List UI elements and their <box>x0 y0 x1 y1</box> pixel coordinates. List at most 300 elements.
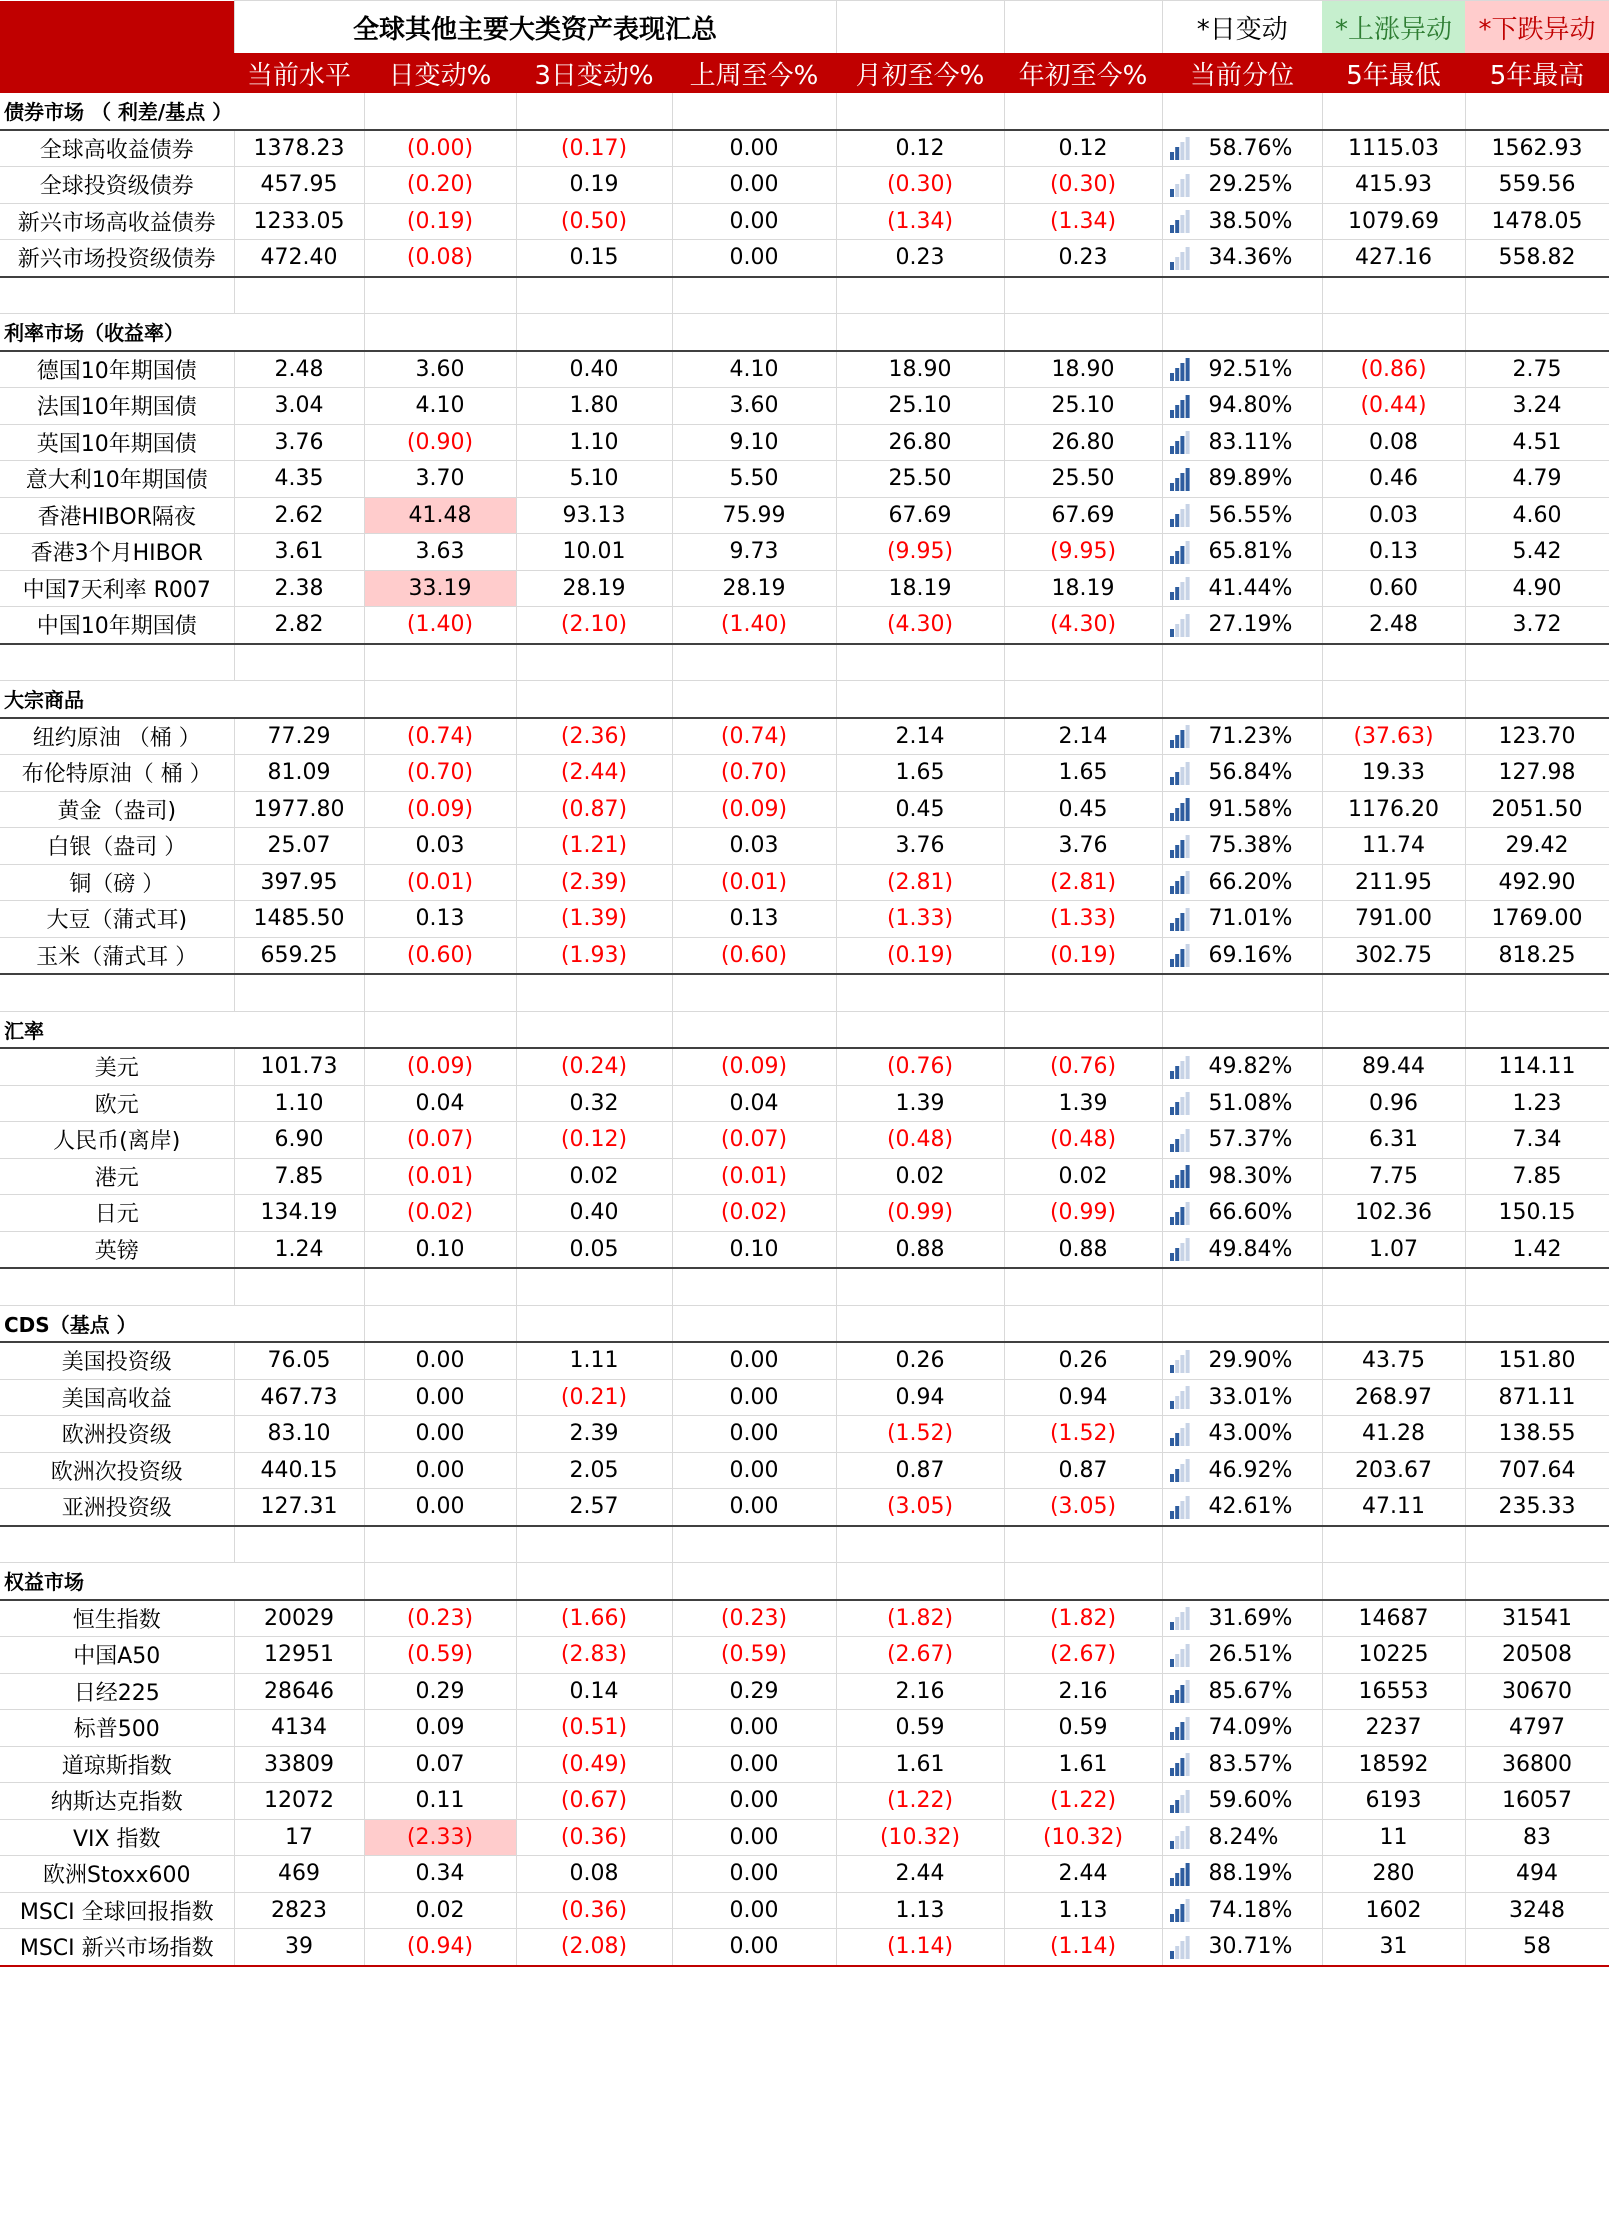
value-cell: (1.82) <box>1004 1600 1162 1637</box>
percentile-bars-icon <box>1169 394 1191 418</box>
percentile-bar <box>1175 405 1179 418</box>
table-row <box>0 1195 1609 1232</box>
percentile-bar <box>1170 1841 1174 1849</box>
value-cell: 2.62 <box>234 497 364 534</box>
table-row <box>0 497 1609 534</box>
percentile-bar <box>1180 949 1184 967</box>
blank-cell <box>234 93 364 130</box>
row-label: 全球高收益债券 <box>0 130 234 167</box>
percentile-value: 71.23% <box>1208 723 1293 749</box>
blank-cell <box>234 314 364 351</box>
percentile-bar <box>1170 1474 1174 1482</box>
spacer-row <box>0 277 1609 314</box>
value-cell: (37.63) <box>1322 718 1465 755</box>
value-cell: 28.19 <box>516 570 672 607</box>
blank-cell <box>1004 974 1162 1011</box>
percentile-value: 57.37% <box>1208 1127 1293 1153</box>
blank-cell <box>1162 974 1322 1011</box>
blank-cell <box>836 1 1004 54</box>
value-cell: 1.61 <box>1004 1746 1162 1783</box>
value-cell: 0.40 <box>516 351 672 388</box>
value-cell: 0.10 <box>672 1231 836 1268</box>
blank-cell <box>836 1526 1004 1563</box>
value-cell: 16553 <box>1322 1673 1465 1710</box>
value-cell: 302.75 <box>1322 937 1465 974</box>
blank-cell <box>0 277 234 314</box>
row-label: 黄金（盎司) <box>0 791 234 828</box>
blank-cell <box>234 1526 364 1563</box>
value-cell: (0.08) <box>364 240 516 277</box>
value-cell: 0.03 <box>672 828 836 865</box>
percentile-cell <box>1162 497 1322 534</box>
percentile-bar <box>1170 850 1174 858</box>
value-cell: 0.19 <box>516 167 672 204</box>
column-header-row <box>0 53 1609 93</box>
value-cell: (0.21) <box>516 1379 672 1416</box>
value-cell: 472.40 <box>234 240 364 277</box>
value-cell: 0.96 <box>1322 1085 1465 1122</box>
percentile-bar <box>1175 1248 1179 1261</box>
value-cell: (2.81) <box>836 864 1004 901</box>
blank-cell <box>516 1526 672 1563</box>
value-cell: 0.87 <box>836 1452 1004 1489</box>
value-cell: 83 <box>1465 1819 1609 1856</box>
value-cell: 4.60 <box>1465 497 1609 534</box>
percentile-bar <box>1185 247 1189 270</box>
row-label: 意大利10年期国债 <box>0 461 234 498</box>
row-label: 白银（盎司 ） <box>0 828 234 865</box>
percentile-bar <box>1175 1946 1179 1959</box>
value-cell: (0.86) <box>1322 351 1465 388</box>
percentile-bars-icon <box>1169 943 1191 967</box>
value-cell: (0.99) <box>836 1195 1004 1232</box>
blank-cell <box>516 644 672 681</box>
blank-cell <box>364 1268 516 1305</box>
value-cell: 4.10 <box>364 388 516 425</box>
percentile-bar <box>1185 210 1189 233</box>
blank-cell <box>672 1011 836 1048</box>
percentile-value: 98.30% <box>1208 1163 1293 1189</box>
value-cell: 11 <box>1322 1819 1465 1856</box>
value-cell: 5.50 <box>672 461 836 498</box>
percentile-value: 74.09% <box>1208 1715 1293 1741</box>
value-cell: 2237 <box>1322 1710 1465 1747</box>
percentile-value: 29.25% <box>1208 172 1293 198</box>
row-label: 纳斯达克指数 <box>0 1783 234 1820</box>
value-cell: (0.09) <box>672 1048 836 1085</box>
blank-cell <box>516 1563 672 1600</box>
value-cell: 2.48 <box>1322 607 1465 644</box>
percentile-wrap <box>1163 1752 1322 1777</box>
table-row <box>0 1746 1609 1783</box>
table-row <box>0 607 1609 644</box>
column-header: 当前水平 <box>234 53 364 93</box>
percentile-bar <box>1170 1253 1174 1261</box>
value-cell: (0.90) <box>364 424 516 461</box>
value-cell: 0.32 <box>516 1085 672 1122</box>
blank-cell <box>1465 1011 1609 1048</box>
percentile-cell <box>1162 1710 1322 1747</box>
percentile-wrap <box>1163 1091 1322 1116</box>
percentile-value: 8.24% <box>1208 1824 1279 1850</box>
percentile-bar <box>1175 551 1179 564</box>
percentile-bars-icon <box>1169 173 1191 197</box>
percentile-bars-icon <box>1169 503 1191 527</box>
section-title: 权益市场 <box>0 1563 234 1600</box>
value-cell: 3.61 <box>234 534 364 571</box>
blank-cell <box>1004 681 1162 718</box>
percentile-cell <box>1162 203 1322 240</box>
value-cell: 6.90 <box>234 1122 364 1159</box>
value-cell: (1.14) <box>836 1929 1004 1966</box>
value-cell: (9.95) <box>1004 534 1162 571</box>
legend-down: *下跌异动 <box>1465 1 1609 54</box>
percentile-bar <box>1175 1836 1179 1849</box>
value-cell: (0.30) <box>836 167 1004 204</box>
percentile-cell <box>1162 1783 1322 1820</box>
percentile-cell <box>1162 1856 1322 1893</box>
value-cell: 707.64 <box>1465 1452 1609 1489</box>
percentile-bar <box>1175 368 1179 381</box>
column-header: 上周至今% <box>672 53 836 93</box>
percentile-bar <box>1170 1768 1174 1776</box>
percentile-bar <box>1175 478 1179 491</box>
value-cell: (1.39) <box>516 901 672 938</box>
percentile-bar <box>1180 363 1184 381</box>
value-cell: (4.30) <box>836 607 1004 644</box>
blank-cell <box>1004 1011 1162 1048</box>
value-cell: (0.09) <box>672 791 836 828</box>
percentile-bar <box>1175 1212 1179 1225</box>
value-cell: 0.00 <box>364 1342 516 1379</box>
value-cell: 211.95 <box>1322 864 1465 901</box>
value-cell: 0.13 <box>1322 534 1465 571</box>
blank-cell <box>364 1563 516 1600</box>
percentile-value: 42.61% <box>1208 1494 1293 1520</box>
row-label: 欧元 <box>0 1085 234 1122</box>
row-label: 日经225 <box>0 1673 234 1710</box>
row-label: 道琼斯指数 <box>0 1746 234 1783</box>
value-cell: 10.01 <box>516 534 672 571</box>
percentile-bar <box>1185 835 1189 858</box>
percentile-bars-icon <box>1169 1385 1191 1409</box>
percentile-wrap <box>1163 503 1322 528</box>
percentile-bar <box>1170 1695 1174 1703</box>
blank-cell <box>836 1563 1004 1600</box>
value-cell: 1.07 <box>1322 1231 1465 1268</box>
percentile-cell <box>1162 1929 1322 1966</box>
percentile-cell <box>1162 1195 1322 1232</box>
percentile-bar <box>1180 730 1184 748</box>
value-cell: 2.48 <box>234 351 364 388</box>
value-cell: (2.83) <box>516 1637 672 1674</box>
blank-cell <box>1465 974 1609 1011</box>
value-cell: 0.34 <box>364 1856 516 1893</box>
value-cell: 0.00 <box>672 167 836 204</box>
percentile-bar <box>1170 519 1174 527</box>
row-label: 欧洲投资级 <box>0 1416 234 1453</box>
value-cell: 2.44 <box>836 1856 1004 1893</box>
percentile-cell <box>1162 901 1322 938</box>
value-cell: 7.75 <box>1322 1158 1465 1195</box>
value-cell: (10.32) <box>836 1819 1004 1856</box>
column-header: 当前分位 <box>1162 53 1322 93</box>
percentile-cell <box>1162 1085 1322 1122</box>
value-cell: (0.76) <box>836 1048 1004 1085</box>
blank-cell <box>836 277 1004 314</box>
percentile-cell <box>1162 1819 1322 1856</box>
value-cell: 2.16 <box>836 1673 1004 1710</box>
percentile-wrap <box>1163 1127 1322 1152</box>
blank-cell <box>234 644 364 681</box>
value-cell: 7.85 <box>234 1158 364 1195</box>
value-cell: 0.23 <box>836 240 1004 277</box>
percentile-bar <box>1180 1722 1184 1740</box>
percentile-cell <box>1162 351 1322 388</box>
row-label: 德国10年期国债 <box>0 351 234 388</box>
value-cell: (0.59) <box>364 1637 516 1674</box>
value-cell: (0.01) <box>364 1158 516 1195</box>
blank-cell <box>516 277 672 314</box>
percentile-bar <box>1185 1826 1189 1849</box>
blank-cell <box>516 93 672 130</box>
percentile-bar <box>1180 1904 1184 1922</box>
percentile-bar <box>1180 400 1184 418</box>
blank-cell <box>1322 314 1465 351</box>
value-cell: 0.00 <box>672 1379 836 1416</box>
value-cell: 0.59 <box>1004 1710 1162 1747</box>
table-row <box>0 1379 1609 1416</box>
value-cell: (1.82) <box>836 1600 1004 1637</box>
value-cell: 0.08 <box>516 1856 672 1893</box>
row-label: 新兴市场高收益债券 <box>0 203 234 240</box>
value-cell: 4.90 <box>1465 570 1609 607</box>
blank-cell <box>672 974 836 1011</box>
value-cell: 81.09 <box>234 755 364 792</box>
blank-cell <box>364 93 516 130</box>
value-cell: 1.39 <box>836 1085 1004 1122</box>
value-cell: 1115.03 <box>1322 130 1465 167</box>
table-row <box>0 1929 1609 1966</box>
percentile-wrap <box>1163 357 1322 382</box>
blank-cell <box>0 644 234 681</box>
percentile-cell <box>1162 167 1322 204</box>
value-cell: 559.56 <box>1465 167 1609 204</box>
value-cell: 0.00 <box>672 1856 836 1893</box>
percentile-bar <box>1185 577 1189 600</box>
percentile-wrap <box>1163 797 1322 822</box>
row-label: 日元 <box>0 1195 234 1232</box>
value-cell: 280 <box>1322 1856 1465 1893</box>
table-row <box>0 1783 1609 1820</box>
value-cell: (0.59) <box>672 1637 836 1674</box>
percentile-cell <box>1162 534 1322 571</box>
value-cell: 0.88 <box>836 1231 1004 1268</box>
blank-cell <box>1322 644 1465 681</box>
percentile-value: 66.20% <box>1208 869 1293 895</box>
blank-cell <box>836 974 1004 1011</box>
value-cell: (0.36) <box>516 1819 672 1856</box>
value-cell: 467.73 <box>234 1379 364 1416</box>
value-cell: 0.00 <box>672 203 836 240</box>
section-title: CDS（基点 ） <box>0 1305 234 1342</box>
percentile-bar <box>1170 446 1174 454</box>
value-cell: (0.07) <box>672 1122 836 1159</box>
value-cell: 101.73 <box>234 1048 364 1085</box>
value-cell: 0.05 <box>516 1231 672 1268</box>
value-cell: 33.19 <box>364 570 516 607</box>
value-cell: 5.10 <box>516 461 672 498</box>
value-cell: 0.00 <box>672 1710 836 1747</box>
value-cell: (1.33) <box>836 901 1004 938</box>
blank-cell <box>516 1305 672 1342</box>
percentile-cell <box>1162 1379 1322 1416</box>
value-cell: 397.95 <box>234 864 364 901</box>
value-cell: (3.05) <box>836 1489 1004 1526</box>
value-cell: 0.00 <box>672 1819 836 1856</box>
blank-cell <box>836 93 1004 130</box>
value-cell: 12951 <box>234 1637 364 1674</box>
value-cell: (2.39) <box>516 864 672 901</box>
value-cell: 25.07 <box>234 828 364 865</box>
table-row <box>0 1158 1609 1195</box>
table-row <box>0 901 1609 938</box>
value-cell: 2.57 <box>516 1489 672 1526</box>
table-row <box>0 130 1609 167</box>
value-cell: (1.93) <box>516 937 672 974</box>
percentile-bars-icon <box>1169 870 1191 894</box>
blank-cell <box>1465 644 1609 681</box>
value-cell: 1.61 <box>836 1746 1004 1783</box>
percentile-value: 26.51% <box>1208 1642 1293 1668</box>
value-cell: 28.19 <box>672 570 836 607</box>
column-header: 3日变动% <box>516 53 672 93</box>
value-cell: 0.45 <box>836 791 1004 828</box>
blank-cell <box>1322 93 1465 130</box>
value-cell: 427.16 <box>1322 240 1465 277</box>
table-row <box>0 1489 1609 1526</box>
value-cell: (1.22) <box>1004 1783 1162 1820</box>
row-label: 欧洲Stoxx600 <box>0 1856 234 1893</box>
value-cell: 3.60 <box>672 388 836 425</box>
percentile-bar <box>1180 1243 1184 1261</box>
table-row <box>0 167 1609 204</box>
value-cell: 0.00 <box>672 1416 836 1453</box>
value-cell: 7.34 <box>1465 1122 1609 1159</box>
value-cell: 0.11 <box>364 1783 516 1820</box>
value-cell: 492.90 <box>1465 864 1609 901</box>
percentile-cell <box>1162 1892 1322 1929</box>
percentile-bar <box>1185 1899 1189 1922</box>
value-cell: (0.20) <box>364 167 516 204</box>
value-cell: 1.11 <box>516 1342 672 1379</box>
percentile-bar <box>1175 881 1179 894</box>
percentile-value: 75.38% <box>1208 833 1293 859</box>
percentile-wrap <box>1163 870 1322 895</box>
table-row <box>0 1122 1609 1159</box>
percentile-bar <box>1180 1831 1184 1849</box>
percentile-bar <box>1180 1868 1184 1886</box>
value-cell: 67.69 <box>1004 497 1162 534</box>
percentile-value: 92.51% <box>1208 356 1293 382</box>
percentile-bar <box>1185 1459 1189 1482</box>
percentile-bar <box>1175 1654 1179 1667</box>
blank-cell <box>1322 681 1465 718</box>
percentile-bar <box>1170 629 1174 637</box>
percentile-bars-icon <box>1169 576 1191 600</box>
percentile-bars-icon <box>1169 209 1191 233</box>
value-cell: (2.10) <box>516 607 672 644</box>
value-cell: 457.95 <box>234 167 364 204</box>
row-label: 英国10年期国债 <box>0 424 234 461</box>
percentile-bar <box>1175 1469 1179 1482</box>
value-cell: 3.72 <box>1465 607 1609 644</box>
percentile-bar <box>1170 1805 1174 1813</box>
value-cell: (0.24) <box>516 1048 672 1085</box>
percentile-cell <box>1162 1158 1322 1195</box>
percentile-wrap <box>1163 943 1322 968</box>
percentile-bar <box>1180 473 1184 491</box>
value-cell: 6.31 <box>1322 1122 1465 1159</box>
row-label: 恒生指数 <box>0 1600 234 1637</box>
value-cell: 18.19 <box>836 570 1004 607</box>
value-cell: (1.34) <box>1004 203 1162 240</box>
value-cell: 75.99 <box>672 497 836 534</box>
percentile-value: 94.80% <box>1208 393 1293 419</box>
value-cell: (0.67) <box>516 1783 672 1820</box>
value-cell: 0.00 <box>672 1783 836 1820</box>
percentile-value: 85.67% <box>1208 1678 1293 1704</box>
value-cell: (0.60) <box>364 937 516 974</box>
table-row <box>0 1085 1609 1122</box>
percentile-bar <box>1185 1350 1189 1373</box>
table-row <box>0 570 1609 607</box>
table-row <box>0 937 1609 974</box>
value-cell: 1.23 <box>1465 1085 1609 1122</box>
value-cell: 871.11 <box>1465 1379 1609 1416</box>
row-label: 纽约原油 （桶 ） <box>0 718 234 755</box>
value-cell: 58 <box>1465 1929 1609 1966</box>
row-label: 中国7天利率 R007 <box>0 570 234 607</box>
blank-cell <box>836 1268 1004 1305</box>
blank-cell <box>836 644 1004 681</box>
percentile-bar <box>1185 798 1189 821</box>
value-cell: 5.42 <box>1465 534 1609 571</box>
row-label: 玉米（蒲式耳 ） <box>0 937 234 974</box>
blank-cell <box>672 1563 836 1600</box>
percentile-bar <box>1170 923 1174 931</box>
blank-cell <box>1322 1011 1465 1048</box>
percentile-bar <box>1185 431 1189 454</box>
percentile-value: 49.84% <box>1208 1236 1293 1262</box>
value-cell: 3248 <box>1465 1892 1609 1929</box>
value-cell: 4797 <box>1465 1710 1609 1747</box>
value-cell: 31541 <box>1465 1600 1609 1637</box>
value-cell: 76.05 <box>234 1342 364 1379</box>
value-cell: 0.03 <box>1322 497 1465 534</box>
percentile-cell <box>1162 828 1322 865</box>
value-cell: 0.13 <box>672 901 836 938</box>
table-row <box>0 534 1609 571</box>
percentile-bar <box>1180 1207 1184 1225</box>
percentile-wrap <box>1163 1164 1322 1189</box>
value-cell: (2.44) <box>516 755 672 792</box>
value-cell: 0.00 <box>672 1746 836 1783</box>
percentile-bar <box>1170 1217 1174 1225</box>
value-cell: (0.09) <box>364 791 516 828</box>
percentile-bars-icon <box>1169 1349 1191 1373</box>
value-cell: (0.36) <box>516 1892 672 1929</box>
